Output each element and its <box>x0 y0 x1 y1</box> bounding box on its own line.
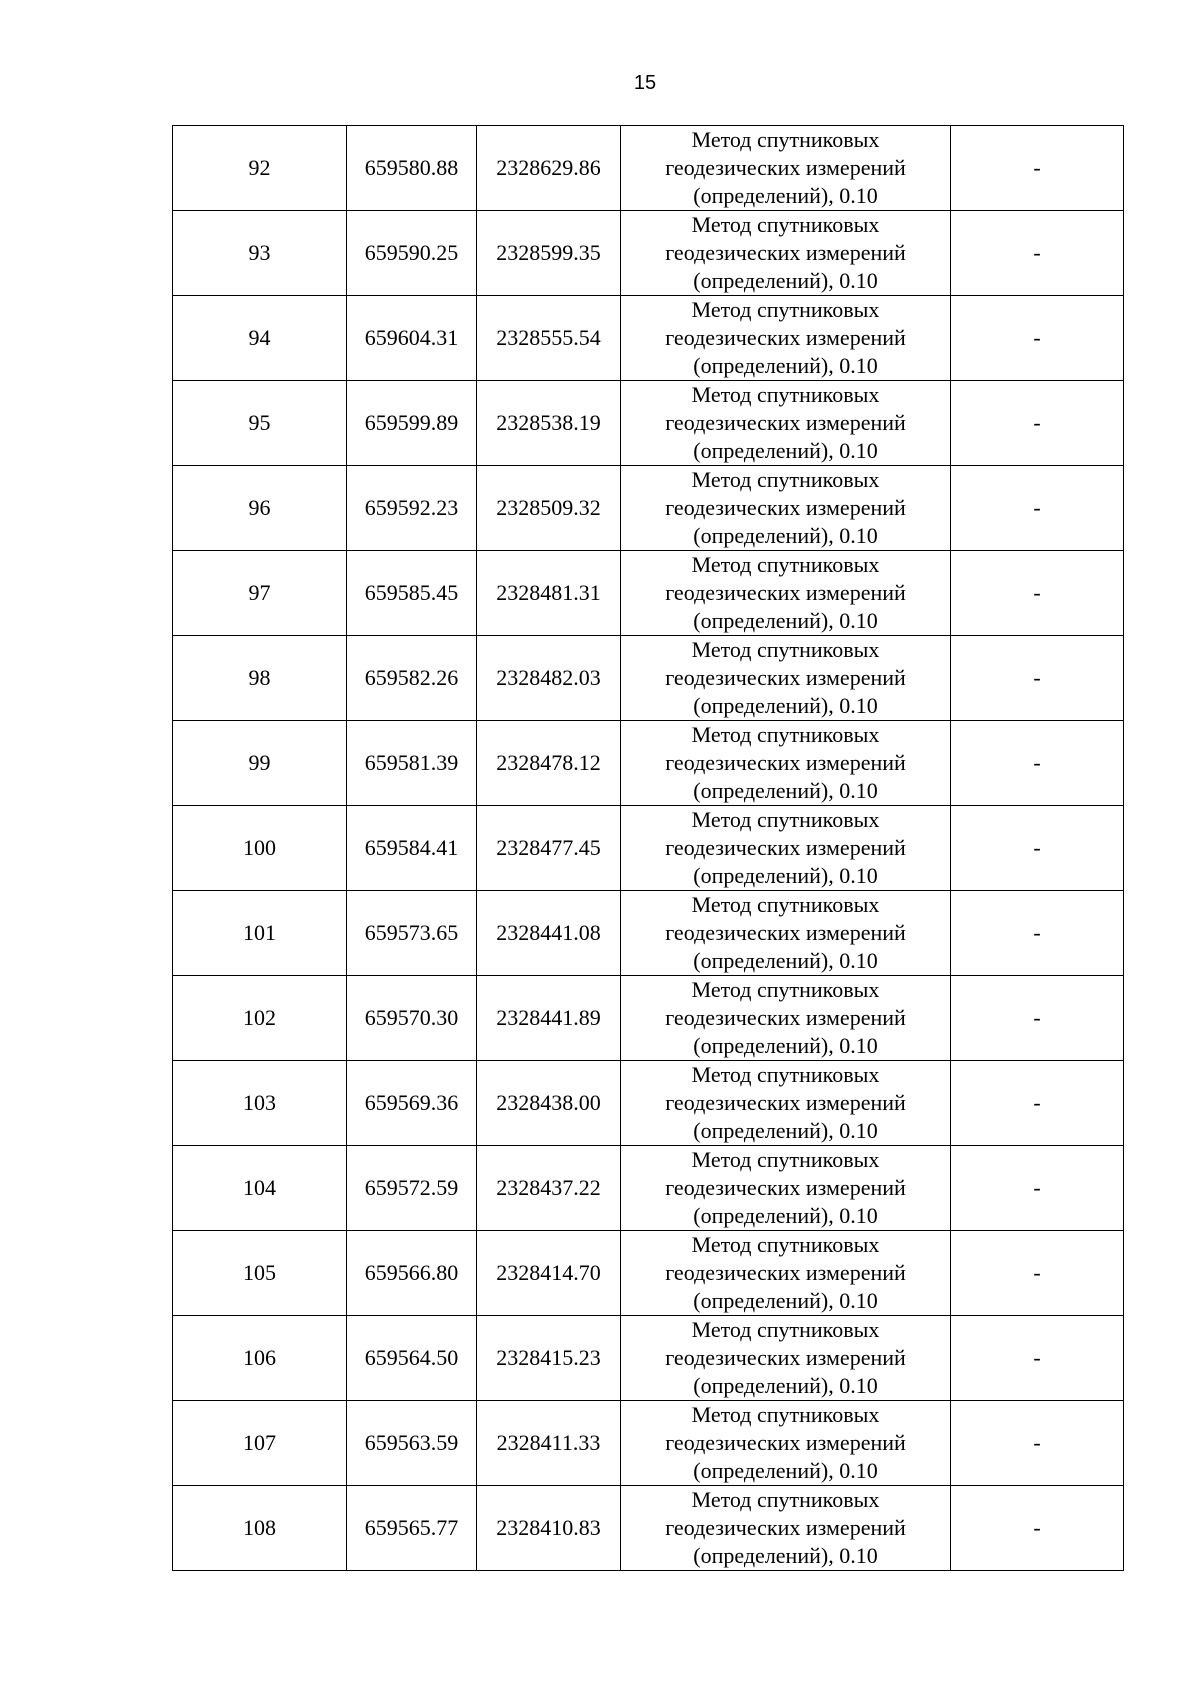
method-line: (определений), 0.10 <box>693 438 878 463</box>
point-number-cell: 100 <box>173 806 347 891</box>
method-line: Метод спутниковых <box>691 1147 880 1172</box>
method-line: геодезических измерений <box>665 325 906 350</box>
table-row <box>173 126 1124 211</box>
method-line: (определений), 0.10 <box>693 1288 878 1313</box>
method-line: Метод спутниковых <box>691 722 880 747</box>
method-line: (определений), 0.10 <box>693 693 878 718</box>
method-line: Метод спутниковых <box>691 212 880 237</box>
table-row <box>173 806 1124 891</box>
point-number-cell: 107 <box>173 1401 347 1486</box>
method-line: (определений), 0.10 <box>693 948 878 973</box>
description-cell: - <box>951 636 1124 721</box>
y-coordinate-cell: 2328477.45 <box>477 806 621 891</box>
description-cell: - <box>951 211 1124 296</box>
table-row <box>173 721 1124 806</box>
y-coordinate-cell: 2328441.08 <box>477 891 621 976</box>
table-row <box>173 1486 1124 1571</box>
description-cell: - <box>951 1401 1124 1486</box>
method-line: геодезических измерений <box>665 580 906 605</box>
method-line: геодезических измерений <box>665 1090 906 1115</box>
method-cell <box>621 551 951 636</box>
method-line: (определений), 0.10 <box>693 1033 878 1058</box>
method-cell <box>621 466 951 551</box>
method-cell <box>621 1486 951 1571</box>
method-line: Метод спутниковых <box>691 1402 880 1427</box>
page-number: 15 <box>633 72 657 94</box>
method-line: Метод спутниковых <box>691 977 880 1002</box>
method-cell <box>621 891 951 976</box>
method-line: Метод спутниковых <box>691 807 880 832</box>
y-coordinate-cell: 2328629.86 <box>477 126 621 211</box>
point-number-cell: 106 <box>173 1316 347 1401</box>
y-coordinate-cell: 2328538.19 <box>477 381 621 466</box>
y-coordinate-cell: 2328437.22 <box>477 1146 621 1231</box>
description-cell: - <box>951 296 1124 381</box>
point-number-cell: 96 <box>173 466 347 551</box>
method-line: геодезических измерений <box>665 835 906 860</box>
method-line: Метод спутниковых <box>691 1487 880 1512</box>
y-coordinate-cell: 2328415.23 <box>477 1316 621 1401</box>
point-number-cell: 101 <box>173 891 347 976</box>
y-coordinate-cell: 2328509.32 <box>477 466 621 551</box>
coordinates-table <box>172 125 1124 1571</box>
y-coordinate-cell: 2328411.33 <box>477 1401 621 1486</box>
description-cell: - <box>951 1061 1124 1146</box>
x-coordinate-cell: 659581.39 <box>347 721 477 806</box>
method-cell <box>621 1146 951 1231</box>
method-line: геодезических измерений <box>665 920 906 945</box>
method-line: Метод спутниковых <box>691 297 880 322</box>
method-cell <box>621 211 951 296</box>
method-cell <box>621 381 951 466</box>
point-number-cell: 108 <box>173 1486 347 1571</box>
table-row <box>173 1401 1124 1486</box>
method-line: (определений), 0.10 <box>693 1203 878 1228</box>
table-row <box>173 296 1124 381</box>
point-number-cell: 103 <box>173 1061 347 1146</box>
y-coordinate-cell: 2328441.89 <box>477 976 621 1061</box>
point-number-cell: 104 <box>173 1146 347 1231</box>
method-line: Метод спутниковых <box>691 1062 880 1087</box>
y-coordinate-cell: 2328555.54 <box>477 296 621 381</box>
x-coordinate-cell: 659565.77 <box>347 1486 477 1571</box>
description-cell: - <box>951 806 1124 891</box>
x-coordinate-cell: 659585.45 <box>347 551 477 636</box>
method-line: (определений), 0.10 <box>693 863 878 888</box>
method-line: Метод спутниковых <box>691 552 880 577</box>
point-number-cell: 94 <box>173 296 347 381</box>
method-line: Метод спутниковых <box>691 127 880 152</box>
method-line: геодезических измерений <box>665 750 906 775</box>
x-coordinate-cell: 659599.89 <box>347 381 477 466</box>
x-coordinate-cell: 659570.30 <box>347 976 477 1061</box>
y-coordinate-cell: 2328414.70 <box>477 1231 621 1316</box>
method-line: Метод спутниковых <box>691 467 880 492</box>
method-line: геодезических измерений <box>665 495 906 520</box>
x-coordinate-cell: 659564.50 <box>347 1316 477 1401</box>
x-coordinate-cell: 659592.23 <box>347 466 477 551</box>
description-cell: - <box>951 1486 1124 1571</box>
method-cell <box>621 1231 951 1316</box>
method-line: Метод спутниковых <box>691 1317 880 1342</box>
method-cell <box>621 1401 951 1486</box>
method-cell <box>621 126 951 211</box>
method-line: геодезических измерений <box>665 665 906 690</box>
method-line: (определений), 0.10 <box>693 1118 878 1143</box>
x-coordinate-cell: 659572.59 <box>347 1146 477 1231</box>
method-cell <box>621 806 951 891</box>
point-number-cell: 98 <box>173 636 347 721</box>
description-cell: - <box>951 721 1124 806</box>
x-coordinate-cell: 659590.25 <box>347 211 477 296</box>
table-row <box>173 551 1124 636</box>
point-number-cell: 93 <box>173 211 347 296</box>
table-row <box>173 1061 1124 1146</box>
method-line: (определений), 0.10 <box>693 608 878 633</box>
method-cell <box>621 1061 951 1146</box>
y-coordinate-cell: 2328599.35 <box>477 211 621 296</box>
x-coordinate-cell: 659563.59 <box>347 1401 477 1486</box>
x-coordinate-cell: 659566.80 <box>347 1231 477 1316</box>
table-row <box>173 976 1124 1061</box>
point-number-cell: 92 <box>173 126 347 211</box>
point-number-cell: 99 <box>173 721 347 806</box>
description-cell: - <box>951 551 1124 636</box>
point-number-cell: 102 <box>173 976 347 1061</box>
point-number-cell: 97 <box>173 551 347 636</box>
description-cell: - <box>951 976 1124 1061</box>
method-line: геодезических измерений <box>665 240 906 265</box>
x-coordinate-cell: 659569.36 <box>347 1061 477 1146</box>
method-line: (определений), 0.10 <box>693 268 878 293</box>
method-line: геодезических измерений <box>665 1005 906 1030</box>
x-coordinate-cell: 659580.88 <box>347 126 477 211</box>
x-coordinate-cell: 659573.65 <box>347 891 477 976</box>
method-line: геодезических измерений <box>665 410 906 435</box>
point-number-cell: 95 <box>173 381 347 466</box>
method-line: геодезических измерений <box>665 1430 906 1455</box>
table-row <box>173 1316 1124 1401</box>
y-coordinate-cell: 2328482.03 <box>477 636 621 721</box>
table-row <box>173 211 1124 296</box>
method-line: (определений), 0.10 <box>693 1373 878 1398</box>
description-cell: - <box>951 381 1124 466</box>
y-coordinate-cell: 2328438.00 <box>477 1061 621 1146</box>
method-line: геодезических измерений <box>665 1345 906 1370</box>
table-row <box>173 1146 1124 1231</box>
method-cell <box>621 296 951 381</box>
table-row <box>173 636 1124 721</box>
table-row <box>173 381 1124 466</box>
table-row <box>173 1231 1124 1316</box>
method-line: Метод спутниковых <box>691 892 880 917</box>
method-line: (определений), 0.10 <box>693 353 878 378</box>
method-line: геодезических измерений <box>665 1175 906 1200</box>
y-coordinate-cell: 2328478.12 <box>477 721 621 806</box>
description-cell: - <box>951 891 1124 976</box>
x-coordinate-cell: 659582.26 <box>347 636 477 721</box>
method-cell <box>621 636 951 721</box>
y-coordinate-cell: 2328481.31 <box>477 551 621 636</box>
method-line: геодезических измерений <box>665 155 906 180</box>
method-line: Метод спутниковых <box>691 637 880 662</box>
description-cell: - <box>951 1316 1124 1401</box>
y-coordinate-cell: 2328410.83 <box>477 1486 621 1571</box>
description-cell: - <box>951 1146 1124 1231</box>
method-line: Метод спутниковых <box>691 1232 880 1257</box>
x-coordinate-cell: 659584.41 <box>347 806 477 891</box>
method-cell <box>621 1316 951 1401</box>
method-line: (определений), 0.10 <box>693 523 878 548</box>
method-line: геодезических измерений <box>665 1515 906 1540</box>
x-coordinate-cell: 659604.31 <box>347 296 477 381</box>
method-line: Метод спутниковых <box>691 382 880 407</box>
method-line: геодезических измерений <box>665 1260 906 1285</box>
coordinates-table-body <box>173 126 1124 1571</box>
table-row <box>173 466 1124 551</box>
method-cell <box>621 976 951 1061</box>
point-number-cell: 105 <box>173 1231 347 1316</box>
description-cell: - <box>951 466 1124 551</box>
method-line: (определений), 0.10 <box>693 1543 878 1568</box>
description-cell: - <box>951 126 1124 211</box>
method-line: (определений), 0.10 <box>693 1458 878 1483</box>
table-row <box>173 891 1124 976</box>
method-line: (определений), 0.10 <box>693 183 878 208</box>
method-cell <box>621 721 951 806</box>
description-cell: - <box>951 1231 1124 1316</box>
method-line: (определений), 0.10 <box>693 778 878 803</box>
